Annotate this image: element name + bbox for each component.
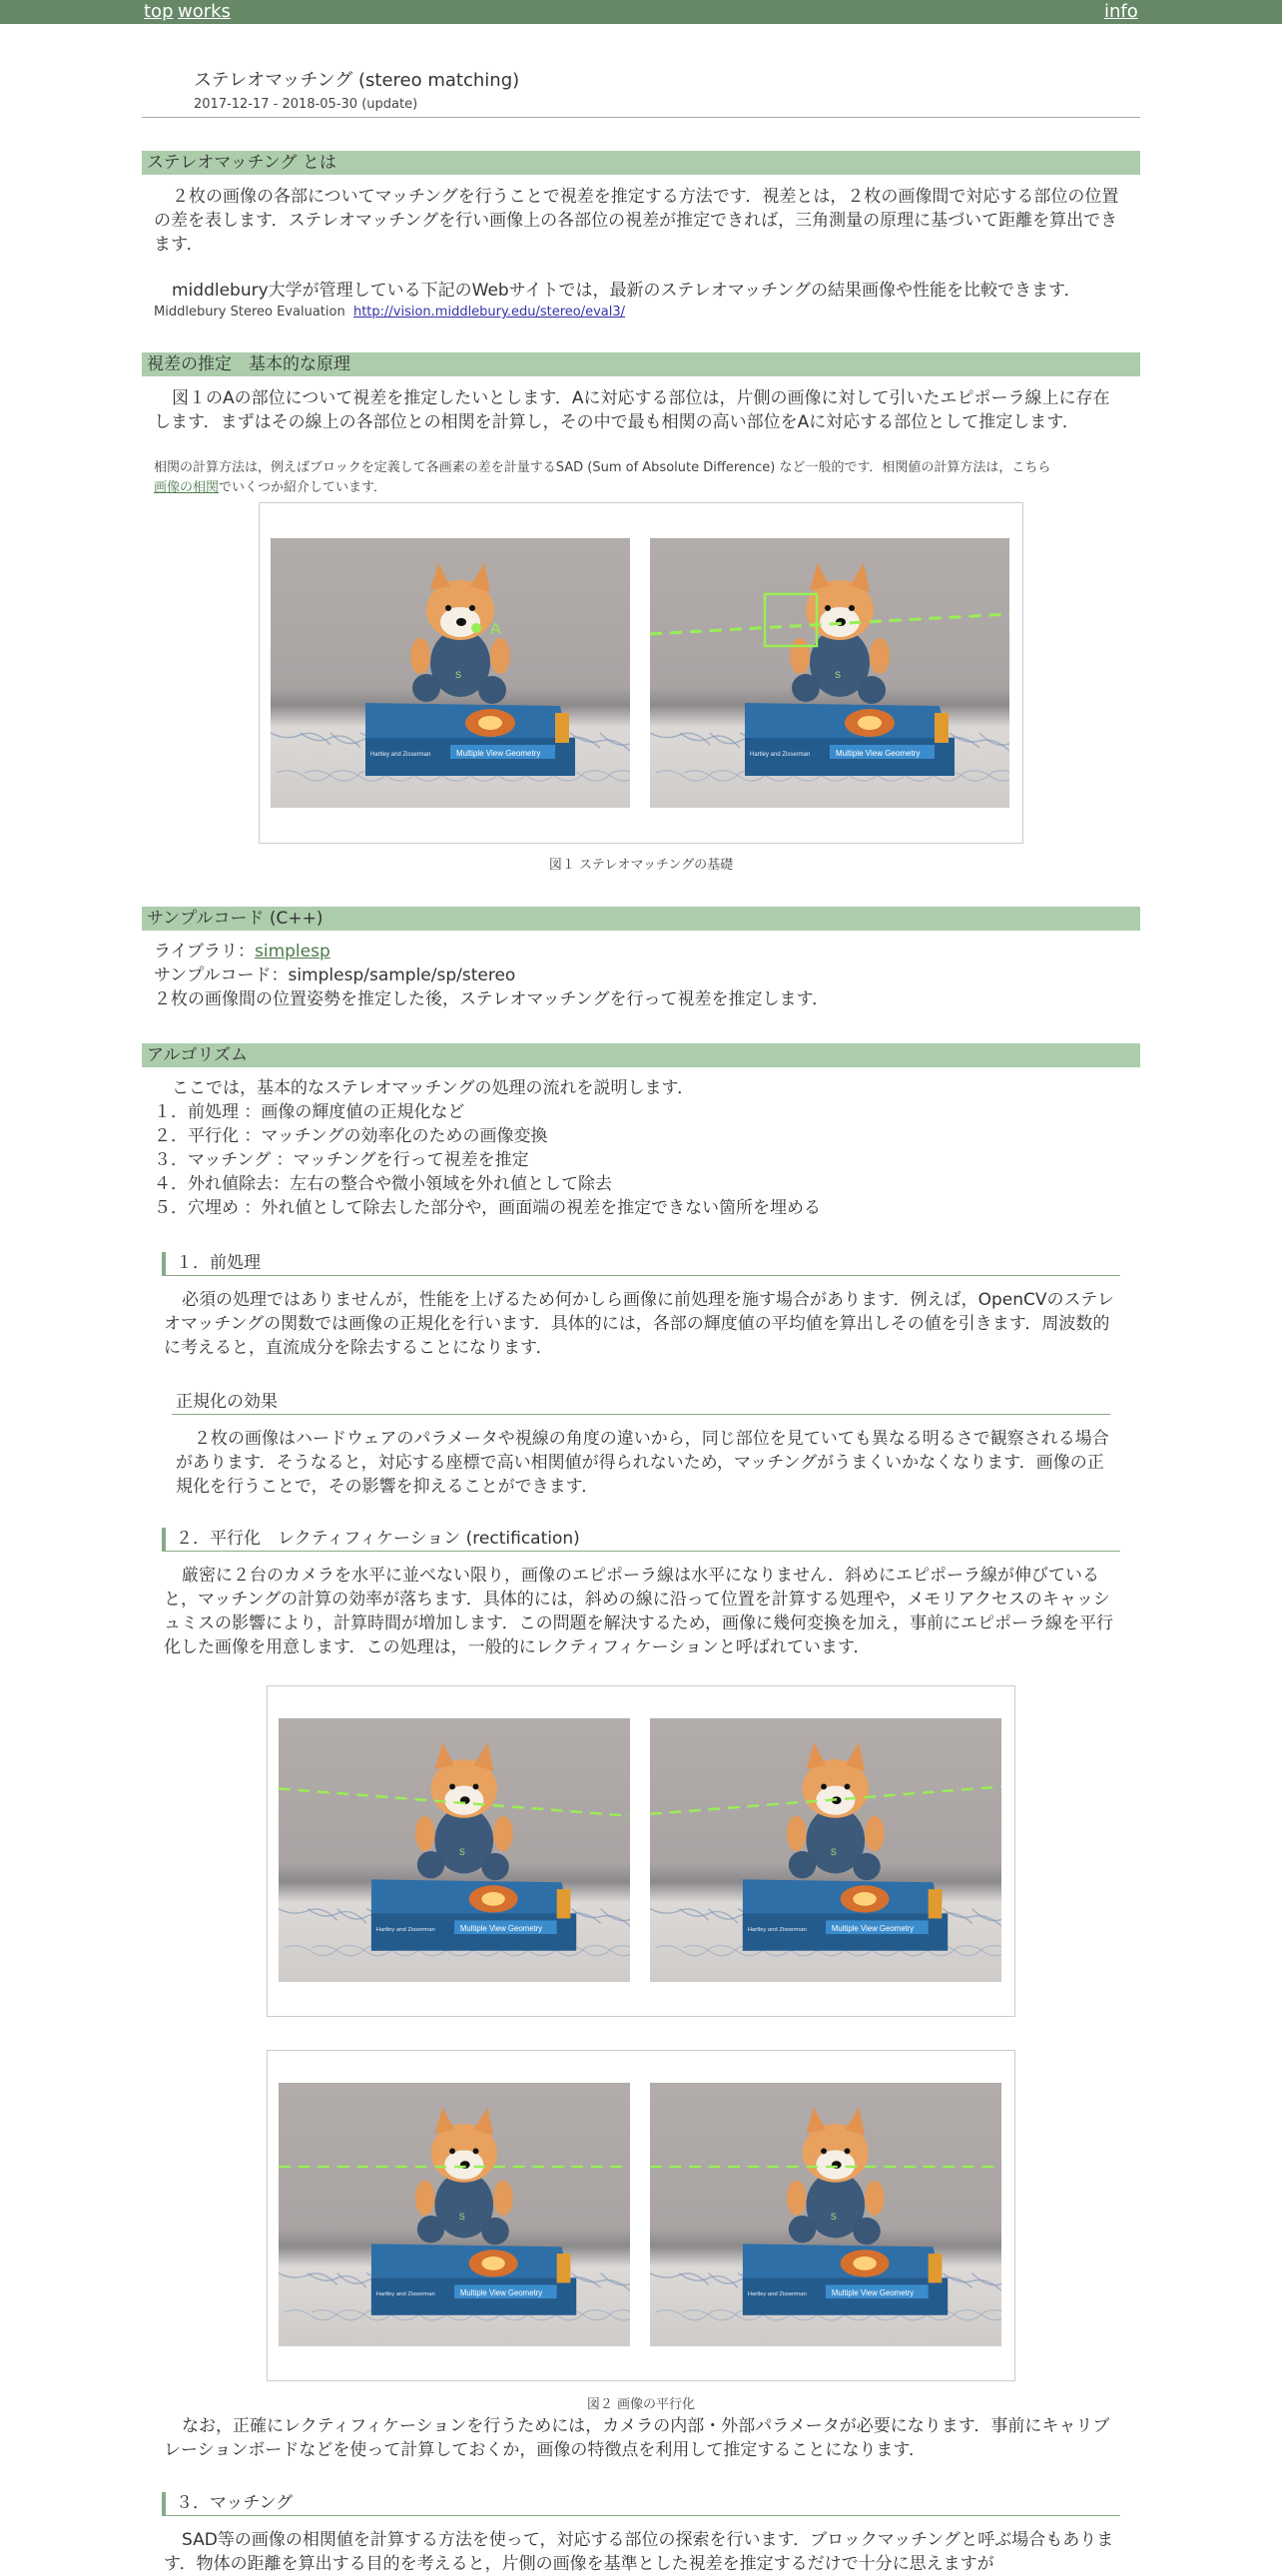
figure-2-rectified-right-photo — [650, 2083, 1001, 2346]
svg-text:Hartley and Zisserman: Hartley and Zisserman — [747, 2291, 807, 2298]
rectification-paragraph: 厳密に２台のカメラを水平に並べない限り，画像のエピポーラ線は水平になりません．斜めにエピポーラ線が伸びていると，マッチングの計算の効率が落ちます．具体的には，斜めの線に沿って位置を計算する処理や，メモリアクセスのキャッシュミスの影響により，計算時間が増加します．この問題を解決するため，画像に幾何変換を加え，事前にエピポーラ線を平行化した画像を用意します．この処理は，一般的にレクティフィケーションと呼ばれています． — [164, 1566, 1113, 1657]
image-correlation-link[interactable]: 画像の相関 — [154, 480, 220, 495]
figure-2-original-right-photo — [650, 1718, 1001, 1982]
intro-paragraph: ２枚の画像の各部についてマッチングを行うことで視差を推定する方法です．視差とは，２枚の画像間で対応する部位の位置の差を表します．ステレオマッチングを行い画像上の各部位の視差が推定できれば，三角測量の原理に基づいて距離を算出できます． — [154, 187, 1119, 255]
figure-2-original-left-photo — [279, 1718, 630, 1982]
svg-text:S: S — [830, 1846, 837, 1857]
normalization-paragraph: ２枚の画像はハードウェアのパラメータや視線の角度の違いから，同じ部位を見ていても異なる明るさで観察される場合があります．そうなると，対応する座標で高い相関値が得られないため，マッチングがうまくいかなくなります．画像の正規化を行うことで，その影響を抑えることができます． — [176, 1429, 1109, 1497]
svg-text:Multiple View Geometry: Multiple View Geometry — [836, 749, 921, 758]
title-divider — [142, 117, 1140, 118]
nav-link-top[interactable]: top — [144, 1, 174, 22]
figure-2-rectified-left-photo — [279, 2083, 630, 2346]
svg-text:Multiple View Geometry: Multiple View Geometry — [831, 2288, 915, 2298]
figure-1-left-photo — [271, 538, 630, 808]
svg-text:S: S — [458, 2211, 465, 2222]
svg-text:Hartley and Zisserman: Hartley and Zisserman — [375, 1927, 435, 1934]
svg-text:S: S — [455, 670, 462, 680]
middlebury-label: Middlebury Stereo Evaluation — [154, 305, 345, 320]
principle-paragraph: 図１のAの部位について視差を推定したいとします．Aに対応する部位は，片側の画像に対して引いたエピポーラ線上に存在します．まずはその線上の各部位との相関を計算し，その中で最も相関の高い部位をAに対応する部位として推定します． — [154, 388, 1110, 432]
svg-text:Multiple View Geometry: Multiple View Geometry — [456, 749, 541, 758]
subheading-preprocess: １．前処理 — [162, 1252, 1120, 1276]
correlation-note-tail: でいくつか紹介しています． — [219, 480, 386, 495]
section-heading-principle: 視差の推定 基本的な原理 — [142, 352, 1140, 376]
top-nav-bar — [0, 0, 1282, 24]
middlebury-paragraph: middlebury大学が管理している下記のWebサイトでは，最新のステレオマッチングの結果画像や性能を比較できます． — [172, 281, 1081, 301]
figure-1-caption: 図１ ステレオマッチングの基礎 — [548, 858, 734, 873]
svg-text:Hartley and Zisserman: Hartley and Zisserman — [750, 752, 811, 758]
simplesp-link[interactable]: simplesp — [254, 942, 330, 962]
page-date: 2017-12-17 - 2018-05-30 (update) — [194, 97, 418, 112]
algorithm-step: ４．外れ値除去：左右の整合や微小領域を外れ値として除去 — [154, 1174, 612, 1194]
svg-text:S: S — [835, 670, 842, 680]
calibration-paragraph: なお，正確にレクティフィケーションを行うためには，カメラの内部・外部パラメータが必要になります．事前にキャリブレーションボードなどを使って計算しておくか，画像の特徴点を利用して推定することになります． — [164, 2416, 1110, 2460]
svg-text:A: A — [490, 621, 501, 638]
svg-text:Multiple View Geometry: Multiple View Geometry — [831, 1924, 915, 1934]
algorithm-step: ２．平行化 ：マッチングの効率化のための画像変換 — [154, 1126, 548, 1146]
algorithm-steps-list — [154, 1100, 1124, 1220]
correlation-note — [154, 458, 1124, 498]
nav-link-info[interactable]: info — [1104, 1, 1138, 22]
section-heading-sample-code: サンプルコード (C++) — [142, 907, 1140, 931]
section-heading-algorithm: アルゴリズム — [142, 1043, 1140, 1067]
svg-text:Multiple View Geometry: Multiple View Geometry — [459, 1924, 543, 1934]
middlebury-link-line — [154, 303, 1124, 322]
algorithm-step: ３．マッチング ：マッチングを行って視差を推定 — [154, 1150, 529, 1170]
algorithm-step: １．前処理 ：画像の輝度値の正規化など — [154, 1102, 465, 1122]
sample-code-path: サンプルコード：simplesp/sample/sp/stereo — [154, 966, 516, 985]
svg-text:S: S — [830, 2211, 837, 2222]
subheading-rectification: ２．平行化 レクティフィケーション (rectification) — [162, 1528, 1120, 1552]
svg-text:S: S — [458, 1846, 465, 1857]
library-label: ライブラリ： — [154, 942, 255, 962]
svg-text:Multiple View Geometry: Multiple View Geometry — [459, 2288, 543, 2298]
page-title: ステレオマッチング (stereo matching) — [194, 70, 520, 91]
algorithm-step: ５．穴埋め ：外れ値として除去した部分や，画面端の視差を推定できない箇所を埋める — [154, 1198, 822, 1218]
preprocess-paragraph: 必須の処理ではありませんが，性能を上げるため何かしら画像に前処理を施す場合があります．例えば，OpenCVのステレオマッチングの関数では画像の正規化を行います．具体的には，各部の輝度値の平均値を算出しその値を引きます．周波数的に考えると，直流成分を除去することになります． — [164, 1290, 1114, 1358]
svg-text:Hartley and Zisserman: Hartley and Zisserman — [375, 2291, 435, 2298]
subheading-normalization-effect: 正規化の効果 — [172, 1391, 1110, 1415]
middlebury-link[interactable]: http://vision.middlebury.edu/stereo/eval3/ — [352, 305, 626, 320]
subheading-matching: ３．マッチング — [162, 2492, 1120, 2516]
sample-code-description: ２枚の画像間の位置姿勢を推定した後，ステレオマッチングを行って視差を推定します． — [154, 989, 830, 1009]
svg-text:Hartley and Zisserman: Hartley and Zisserman — [370, 752, 431, 758]
algorithm-intro: ここでは，基本的なステレオマッチングの処理の流れを説明します． — [172, 1078, 695, 1098]
nav-link-works[interactable]: works — [178, 1, 231, 22]
section-heading-what-is: ステレオマッチング とは — [142, 151, 1140, 175]
figure-2-caption: 図２ 画像の平行化 — [586, 2397, 696, 2412]
figure-1-right-photo — [650, 538, 1009, 808]
svg-text:Hartley and Zisserman: Hartley and Zisserman — [747, 1927, 807, 1934]
library-line — [154, 940, 1124, 964]
correlation-note-text: 相関の計算方法は，例えばブロックを定義して各画素の差を計量するSAD (Sum of Absolute Difference) など一般的です．相関値の計算方法は，こちら — [154, 460, 1051, 475]
matching-paragraph: SAD等の画像の相関値を計算する方法を使って，対応する部位の探索を行います．ブロックマッチングと呼ぶ場合もあります．物体の距離を算出する目的を考えると，片側の画像を基準とした視差を推定するだけで十分に思えますが — [164, 2530, 1114, 2574]
